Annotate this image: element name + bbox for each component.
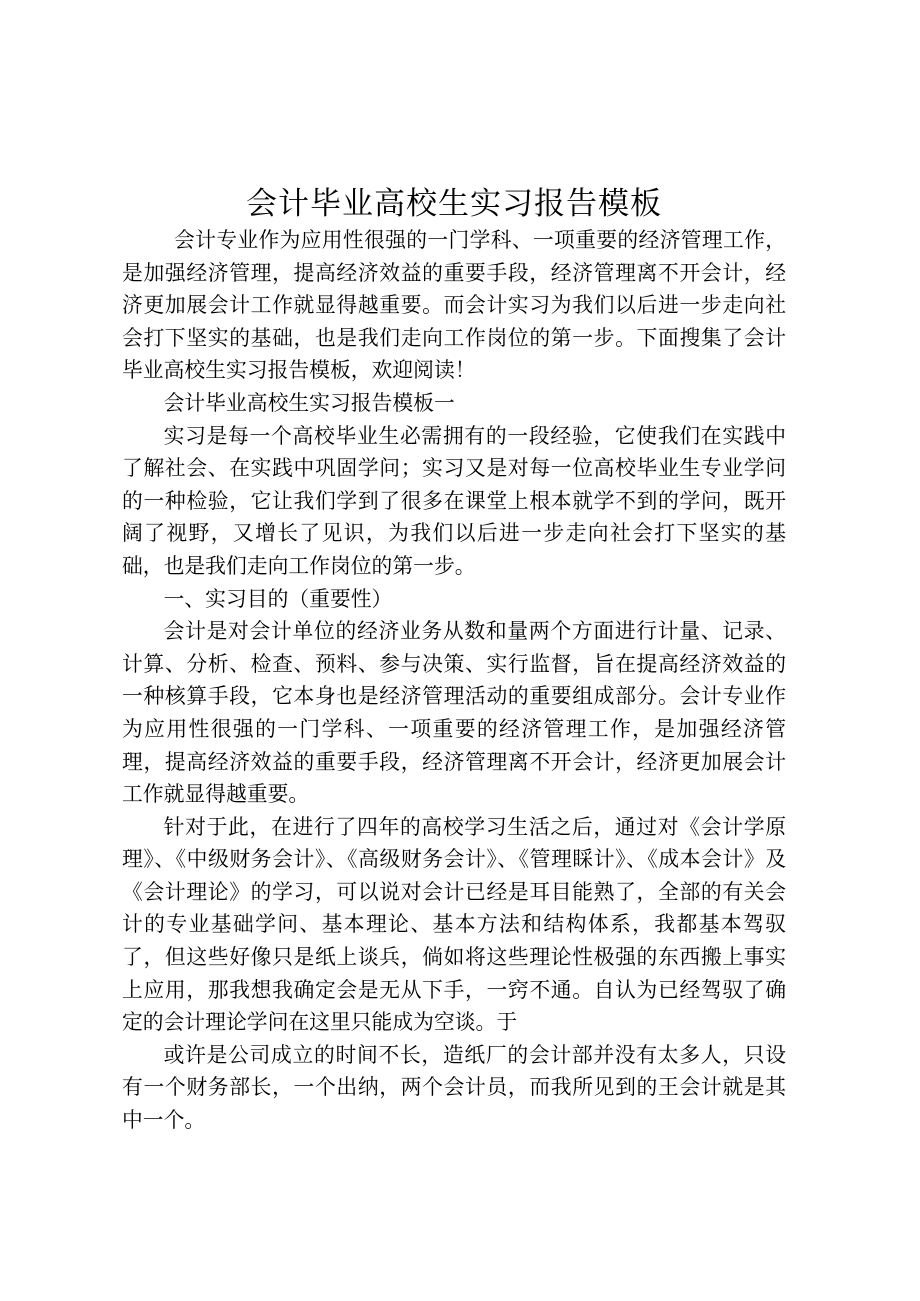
document-body — [122, 224, 786, 1137]
body-paragraph: 或许是公司成立的时间不长，造纸厂的会计部并没有太多人，只设有一个财务部长，一个出纳，两个会计员，而我所见到的王会计就是其中一个。 — [122, 1042, 786, 1133]
body-paragraph: 针对于此，在进行了四年的高校学习生活之后，通过对《会计学原理》、《中级财务会计》、《高级财务会计》、《管理睬计》、《成本会计》及《会计理论》的学习，可以说对会计已经是耳目能熟了，全部的有关会计的专业基础学问、基本理论、基本方法和结构体系，我都基本驾驭了，但这些好像只是纸上谈兵，倘如将这些理论性极强的东西搬上事实上应用，那我想我确定会是无从下手，一窍不通。自认为已经驾驭了确定的会计理论学问在这里只能成为空谈。于 — [122, 814, 786, 1035]
section-heading-purpose: 一、实习目的（重要性） — [163, 586, 393, 611]
section-heading-template-one: 会计毕业高校生实习报告模板一 — [163, 390, 455, 415]
document-title: 会计毕业高校生实习报告模板 — [246, 186, 662, 222]
body-paragraph: 实习是每一个高校毕业生必需拥有的一段经验，它使我们在实践中了解社会、在实践中巩固学问；实习又是对每一位高校毕业生专业学问的一种检验，它让我们学到了很多在课堂上根本就学不到的学问，既开阔了视野，又增长了见识，为我们以后进一步走向社会打下坚实的基础，也是我们走向工作岗位的第一步。 — [122, 423, 786, 578]
body-paragraph: 会计是对会计单位的经济业务从数和量两个方面进行计量、记录、计算、分析、检查、预料、参与决策、实行监督，旨在提高经济效益的一种核算手段，它本身也是经济管理活动的重要组成部分。会计专业作为应用性很强的一门学科、一项重要的经济管理工作，是加强经济管理，提高经济效益的重要手段，经济管理离不开会计，经济更加展会计工作就显得越重要。 — [122, 619, 786, 807]
intro-paragraph: 会计专业作为应用性很强的一门学科、一项重要的经济管理工作，是加强经济管理，提高经济效益的重要手段，经济管理离不开会计，经济更加展会计工作就显得越重要。而会计实习为我们以后进一步走向社会打下坚实的基础，也是我们走向工作岗位的第一步。下面搜集了会计毕业高校生实习报告模板，欢迎阅读！ — [122, 228, 786, 383]
